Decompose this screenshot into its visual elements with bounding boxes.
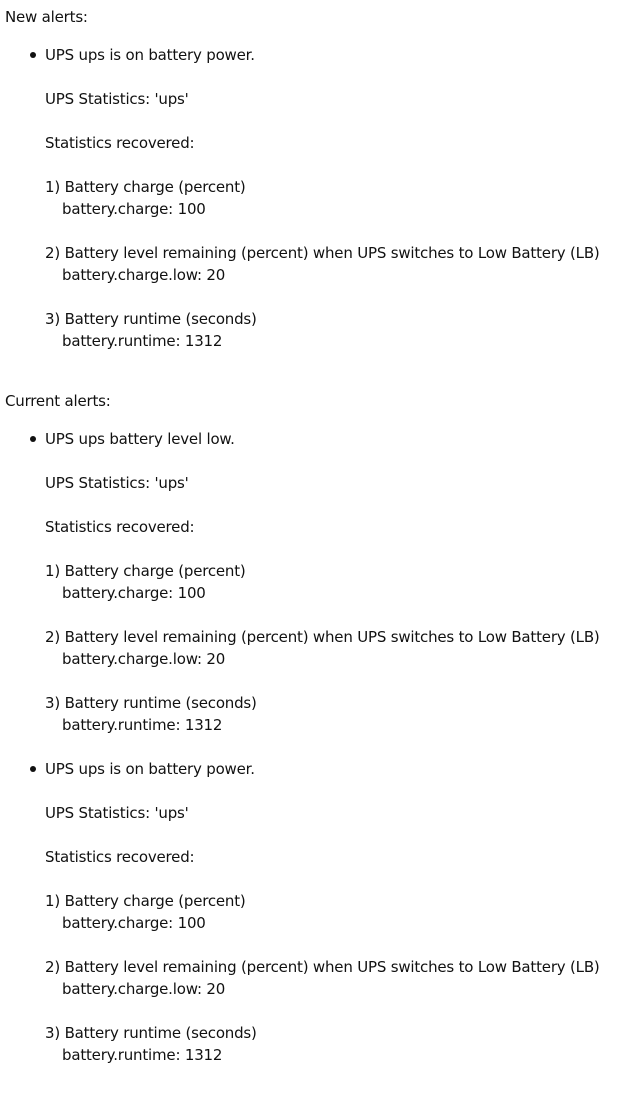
stat-value: battery.charge: 100 <box>62 200 206 218</box>
stat-label: 3) Battery runtime (seconds) <box>45 1024 257 1042</box>
stat-label: 1) Battery charge (percent) <box>45 562 246 580</box>
stat-label: 3) Battery runtime (seconds) <box>45 310 257 328</box>
stat-label: 2) Battery level remaining (percent) when UPS switches to Low Battery (LB) <box>45 244 600 262</box>
stat-value: battery.charge.low: 20 <box>62 266 226 284</box>
ups-statistics-label: UPS Statistics: 'ups' <box>45 474 189 492</box>
ups-statistics-label: UPS Statistics: 'ups' <box>45 804 189 822</box>
alert-title: UPS ups is on battery power. <box>45 760 255 778</box>
stat-value: battery.charge: 100 <box>62 914 206 932</box>
alert-title: UPS ups is on battery power. <box>45 46 255 64</box>
stat-label: 1) Battery charge (percent) <box>45 178 246 196</box>
stat-label: 2) Battery level remaining (percent) when UPS switches to Low Battery (LB) <box>45 628 600 646</box>
bullet-icon <box>30 766 36 772</box>
bullet-icon <box>30 436 36 442</box>
stat-label: 1) Battery charge (percent) <box>45 892 246 910</box>
new-alerts-heading: New alerts: <box>5 8 88 26</box>
ups-statistics-label: UPS Statistics: 'ups' <box>45 90 189 108</box>
stat-label: 2) Battery level remaining (percent) when UPS switches to Low Battery (LB) <box>45 958 600 976</box>
stat-label: 3) Battery runtime (seconds) <box>45 694 257 712</box>
stat-value: battery.runtime: 1312 <box>62 1046 223 1064</box>
stat-value: battery.runtime: 1312 <box>62 716 223 734</box>
current-alerts-heading: Current alerts: <box>5 392 111 410</box>
bullet-icon <box>30 52 36 58</box>
statistics-recovered-label: Statistics recovered: <box>45 848 195 866</box>
stat-value: battery.charge.low: 20 <box>62 650 226 668</box>
alert-title: UPS ups battery level low. <box>45 430 235 448</box>
stat-value: battery.charge: 100 <box>62 584 206 602</box>
statistics-recovered-label: Statistics recovered: <box>45 134 195 152</box>
statistics-recovered-label: Statistics recovered: <box>45 518 195 536</box>
stat-value: battery.runtime: 1312 <box>62 332 223 350</box>
stat-value: battery.charge.low: 20 <box>62 980 226 998</box>
